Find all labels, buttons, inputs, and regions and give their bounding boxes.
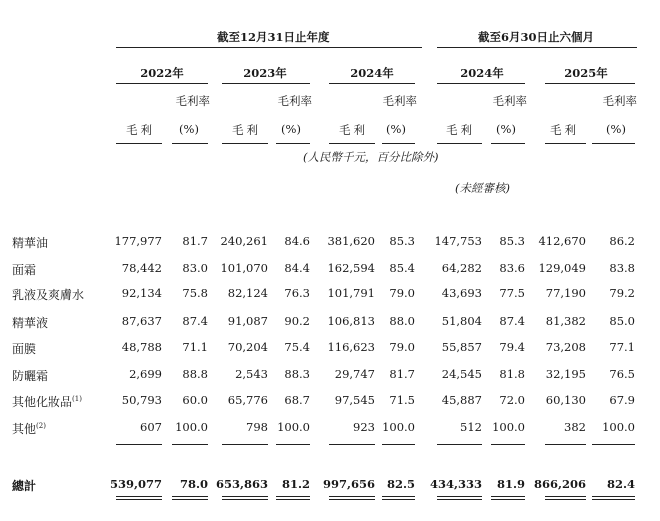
row-label [12,286,84,303]
total-double-rule [592,496,635,500]
year-header: 2025年 [564,66,608,80]
margin-cell: 90.2 [284,314,310,328]
margin-cell: 79.4 [499,340,525,354]
margin-cell: 75.8 [182,286,208,300]
margin-cell: 88.0 [389,314,415,328]
total-top-rule [491,444,525,445]
gross-profit-cell: 798 [246,420,268,434]
gross-profit-header: 毛利 [550,123,579,137]
year-rule [437,83,525,84]
total-double-rule [116,496,162,500]
margin-cell: 85.3 [389,234,415,248]
margin-cell: 81.7 [389,367,415,381]
total-gross-profit-cell: 653,863 [215,477,268,491]
subheader-rule-margin [491,143,525,144]
row-label-text: 精華油 [12,236,49,250]
year-header: 2022年 [140,66,184,80]
margin-cell: 83.8 [609,261,635,275]
subheader-rule-margin [276,143,310,144]
margin-cell: 60.0 [182,393,208,407]
total-margin-cell: 82.5 [386,477,415,491]
group-header-annual: 截至12月31日止年度 [217,30,330,44]
margin-header: 毛利率 [602,94,637,108]
total-top-rule [382,444,415,445]
gross-profit-cell: 177,977 [114,234,162,248]
footnote-marker: (2) [36,422,46,430]
gross-profit-cell: 92,134 [121,286,162,300]
gross-profit-cell: 147,753 [434,234,482,248]
margin-cell: 100.0 [382,420,415,434]
year-header: 2023年 [243,66,287,80]
margin-cell: 85.0 [609,314,635,328]
margin-cell: 72.0 [499,393,525,407]
gross-profit-cell: 24,545 [441,367,482,381]
total-top-rule [545,444,586,445]
margin-cell: 83.6 [499,261,525,275]
margin-cell: 100.0 [492,420,525,434]
margin-cell: 79.2 [609,286,635,300]
gross-profit-cell: 60,130 [545,393,586,407]
gross-profit-cell: 106,813 [327,314,375,328]
margin-cell: 81.7 [182,234,208,248]
total-gross-profit-cell: 866,206 [533,477,586,491]
gross-profit-cell: 97,545 [334,393,375,407]
total-double-rule [276,496,310,500]
margin-unit-header: (%) [496,122,516,136]
margin-header: 毛利率 [277,94,312,108]
margin-cell: 100.0 [602,420,635,434]
gross-profit-cell: 48,788 [121,340,162,354]
total-double-rule [172,496,208,500]
row-label [12,234,48,251]
margin-cell: 77.1 [609,340,635,354]
gross-profit-cell: 129,049 [538,261,586,275]
group-header-interim: 截至6月30日止六個月 [478,30,595,44]
row-label-text: 精華液 [12,316,49,330]
total-margin-cell: 82.4 [606,477,635,491]
gross-profit-cell: 64,282 [441,261,482,275]
margin-cell: 100.0 [175,420,208,434]
currency-note: (人民幣千元，百分比除外) [303,150,439,164]
margin-cell: 79.0 [389,340,415,354]
margin-header: 毛利率 [492,94,527,108]
row-label [12,393,82,410]
gross-profit-cell: 77,190 [545,286,586,300]
row-label [12,340,36,357]
gross-profit-cell: 162,594 [327,261,375,275]
gross-profit-cell: 923 [353,420,375,434]
total-double-rule [382,496,415,500]
total-top-rule [276,444,310,445]
margin-header: 毛利率 [175,94,210,108]
total-double-rule [437,496,482,500]
gross-profit-cell: 78,442 [121,261,162,275]
year-rule [329,83,415,84]
total-double-rule [222,496,268,500]
subheader-rule-gp [116,143,162,144]
margin-unit-header: (%) [606,122,626,136]
total-top-rule [592,444,635,445]
gross-profit-cell: 51,804 [441,314,482,328]
gross-profit-cell: 607 [140,420,162,434]
total-double-rule [545,496,586,500]
row-label [12,261,36,278]
gross-profit-cell: 50,793 [121,393,162,407]
row-label [12,367,48,384]
subheader-rule-gp [437,143,482,144]
margin-cell: 87.4 [499,314,525,328]
total-margin-cell: 78.0 [179,477,208,491]
total-top-rule [329,444,375,445]
group-rule-interim [437,47,637,48]
margin-cell: 75.4 [284,340,310,354]
row-label-text: 乳液及爽膚水 [12,288,85,302]
gross-profit-cell: 73,208 [545,340,586,354]
margin-unit-header: (%) [386,122,406,136]
footnote-marker: (1) [72,395,82,403]
margin-cell: 87.4 [182,314,208,328]
gross-profit-cell: 82,124 [227,286,268,300]
gross-profit-cell: 512 [460,420,482,434]
gross-profit-cell: 412,670 [538,234,586,248]
total-double-rule [329,496,375,500]
subheader-rule-margin [382,143,415,144]
gross-profit-header: 毛利 [126,123,155,137]
group-rule-annual [116,47,422,48]
total-top-rule [116,444,162,445]
gross-profit-header: 毛利 [446,123,475,137]
year-header: 2024年 [350,66,394,80]
total-double-rule [491,496,525,500]
total-top-rule [222,444,268,445]
margin-cell: 88.3 [284,367,310,381]
total-label: 總計 [12,479,37,493]
margin-cell: 79.0 [389,286,415,300]
row-label-text: 面霜 [12,263,37,277]
margin-cell: 77.5 [499,286,525,300]
margin-cell: 81.8 [499,367,525,381]
gross-profit-cell: 55,857 [441,340,482,354]
margin-header: 毛利率 [382,94,417,108]
gross-profit-cell: 381,620 [327,234,375,248]
gross-profit-header: 毛利 [232,123,261,137]
gross-profit-cell: 29,747 [334,367,375,381]
year-rule [222,83,310,84]
gross-profit-cell: 101,070 [220,261,268,275]
margin-unit-header: (%) [281,122,301,136]
year-rule [545,83,635,84]
subheader-rule-margin [592,143,635,144]
margin-cell: 76.3 [284,286,310,300]
margin-cell: 84.4 [284,261,310,275]
total-top-rule [437,444,482,445]
gross-profit-cell: 240,261 [220,234,268,248]
unaudited-note: (未經審核) [455,181,510,195]
gross-profit-cell: 2,699 [129,367,162,381]
gross-profit-cell: 116,623 [327,340,375,354]
gross-profit-cell: 70,204 [227,340,268,354]
total-gross-profit-cell: 539,077 [109,477,162,491]
gross-profit-cell: 45,887 [441,393,482,407]
gross-profit-cell: 43,693 [441,286,482,300]
gross-profit-cell: 2,543 [235,367,268,381]
subheader-rule-margin [172,143,208,144]
row-label-text: 防曬霜 [12,369,49,383]
total-margin-cell: 81.9 [496,477,525,491]
gross-profit-cell: 101,791 [327,286,375,300]
margin-cell: 76.5 [609,367,635,381]
row-label-text: 面膜 [12,342,37,356]
margin-cell: 71.1 [182,340,208,354]
subheader-rule-gp [329,143,375,144]
gross-profit-cell: 65,776 [227,393,268,407]
total-margin-cell: 81.2 [281,477,310,491]
total-gross-profit-cell: 997,656 [322,477,375,491]
margin-unit-header: (%) [179,122,199,136]
gross-profit-cell: 91,087 [227,314,268,328]
margin-cell: 85.3 [499,234,525,248]
total-top-rule [172,444,208,445]
gross-profit-cell: 382 [564,420,586,434]
subheader-rule-gp [222,143,268,144]
year-header: 2024年 [460,66,504,80]
margin-cell: 71.5 [389,393,415,407]
margin-cell: 83.0 [182,261,208,275]
gross-profit-cell: 87,637 [121,314,162,328]
margin-cell: 67.9 [609,393,635,407]
subheader-rule-gp [545,143,586,144]
margin-cell: 84.6 [284,234,310,248]
gross-profit-cell: 81,382 [545,314,586,328]
margin-cell: 85.4 [389,261,415,275]
total-gross-profit-cell: 434,333 [429,477,482,491]
row-label [12,420,46,437]
margin-cell: 86.2 [609,234,635,248]
row-label [12,314,48,331]
year-rule [116,83,208,84]
row-label-text: 其他 [12,422,37,436]
margin-cell: 88.8 [182,367,208,381]
margin-cell: 68.7 [284,393,310,407]
margin-cell: 100.0 [277,420,310,434]
gross-profit-header: 毛利 [339,123,368,137]
row-label-text: 其他化妝品 [12,395,73,409]
gross-profit-cell: 32,195 [545,367,586,381]
